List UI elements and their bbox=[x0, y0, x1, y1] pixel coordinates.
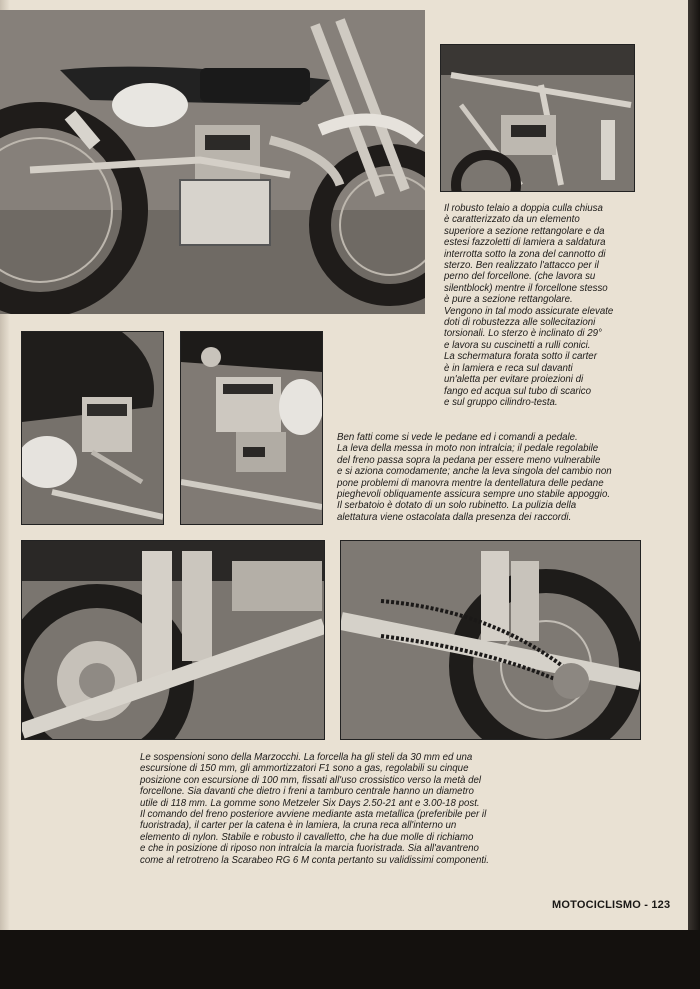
caption-line: e lavora su cuscinetti a rulli conici. bbox=[444, 339, 591, 351]
caption-line: sterzo. Ben realizzato l'attacco per il bbox=[444, 260, 599, 272]
caption-line: doti di robustezza alle sollecitazioni bbox=[444, 317, 596, 329]
caption-line: del freno passa sopra la pedana per essere meno vulnerabile bbox=[337, 454, 601, 466]
caption-line: è in lamiera e reca sul davanti bbox=[444, 362, 573, 374]
caption-line: e sul gruppo cilindro-testa. bbox=[444, 396, 558, 408]
photo-rear-suspension-left bbox=[21, 540, 325, 740]
caption-line: Il comando del freno posteriore avviene mediante asta metallica (preferibile per il bbox=[140, 809, 487, 821]
caption-line: La schermatura forata sotto il carter bbox=[444, 351, 597, 363]
caption-line: perno del forcellone. (che lavora su bbox=[444, 271, 596, 283]
caption-line: pone problemi di manovra mentre la dentellatura delle pedane bbox=[337, 477, 604, 489]
caption-line: un'aletta per evitare proiezioni di bbox=[444, 374, 584, 386]
caption-line: fango ed acqua sul tubo di scarico bbox=[444, 385, 592, 397]
page-bottom-shadow bbox=[0, 930, 700, 989]
caption-line: Vengono in tal modo assicurate elevate bbox=[444, 305, 614, 317]
caption-line: posizione con escursione di 100 mm, fissati all'uso crossistico verso la metà del bbox=[140, 774, 482, 786]
photo-chain-rear-wheel bbox=[340, 540, 641, 740]
caption-line: torsionali. Lo sterzo è inclinato di 29° bbox=[444, 328, 602, 340]
caption-line: escursione di 150 mm, gli ammortizzatori F1 sono a gas, regolabili su cinque bbox=[140, 763, 469, 775]
caption-line: superiore a sezione rettangolare e da bbox=[444, 225, 605, 237]
caption-line: forcellone. Sia davanti che dietro i freni a tamburo centrale hanno un diametro bbox=[140, 786, 474, 798]
caption-line: come al retrotreno la Scarabeo RG 6 M conta pertanto su validissimi componenti. bbox=[140, 854, 489, 866]
caption-line: silentblock) mentre il forcellone stesso bbox=[444, 282, 608, 294]
caption-line: è caratterizzato da un elemento bbox=[444, 214, 580, 226]
caption-line: La leva della messa in moto non intralcia; il pedale regolabile bbox=[337, 443, 599, 455]
caption-line: estesi fazzoletti di lamiera a saldatura bbox=[444, 237, 606, 249]
caption-line: Il serbatoio è dotato di un solo rubinetto. La pulizia della bbox=[337, 500, 577, 512]
caption-line: pieghevoli obliquamente assicura sempre uno stabile appoggio. bbox=[337, 489, 611, 501]
photo-motorcycle-side bbox=[0, 10, 425, 314]
photo-right-engine bbox=[180, 331, 323, 525]
caption-line: Le sospensioni sono della Marzocchi. La forcella ha gli steli da 30 mm ed una bbox=[140, 752, 473, 763]
caption-suspension bbox=[140, 752, 670, 866]
page-edge-shadow bbox=[688, 0, 700, 989]
caption-line: e si aziona comodamente; anche la leva singola del cambio non bbox=[337, 466, 612, 478]
caption-line: utile di 118 mm. La gomme sono Metzeler Six Days 2.50-21 ant e 3.00-18 post. bbox=[140, 797, 480, 809]
caption-line: e che in posizione di riposo non intralcia la marcia fuoristrada. Sia all'avantreno bbox=[140, 843, 479, 855]
caption-frame bbox=[444, 203, 682, 408]
caption-line: è pure a sezione rettangolare. bbox=[444, 294, 573, 306]
caption-controls bbox=[337, 432, 682, 523]
caption-line: fuoristrada), il carter per la catena è in lamiera, la cruna reca all'interno un bbox=[140, 820, 457, 832]
page-folio: MOTOCICLISMO - 123 bbox=[552, 899, 671, 911]
caption-line: interrotta sotto la zona del cannotto di bbox=[444, 248, 606, 260]
caption-line: elemento di nylon. Stabile e robusto il cavalletto, che ha due molle di richiamo bbox=[140, 831, 474, 843]
caption-line: alettatura viene ostacolata dalla presenza dei raccordi. bbox=[337, 511, 572, 523]
photo-frame-detail bbox=[440, 44, 635, 192]
caption-line: Il robusto telaio a doppia culla chiusa bbox=[444, 203, 603, 214]
photo-left-controls bbox=[21, 331, 164, 525]
caption-line: Ben fatti come si vede le pedane ed i comandi a pedale. bbox=[337, 432, 578, 443]
